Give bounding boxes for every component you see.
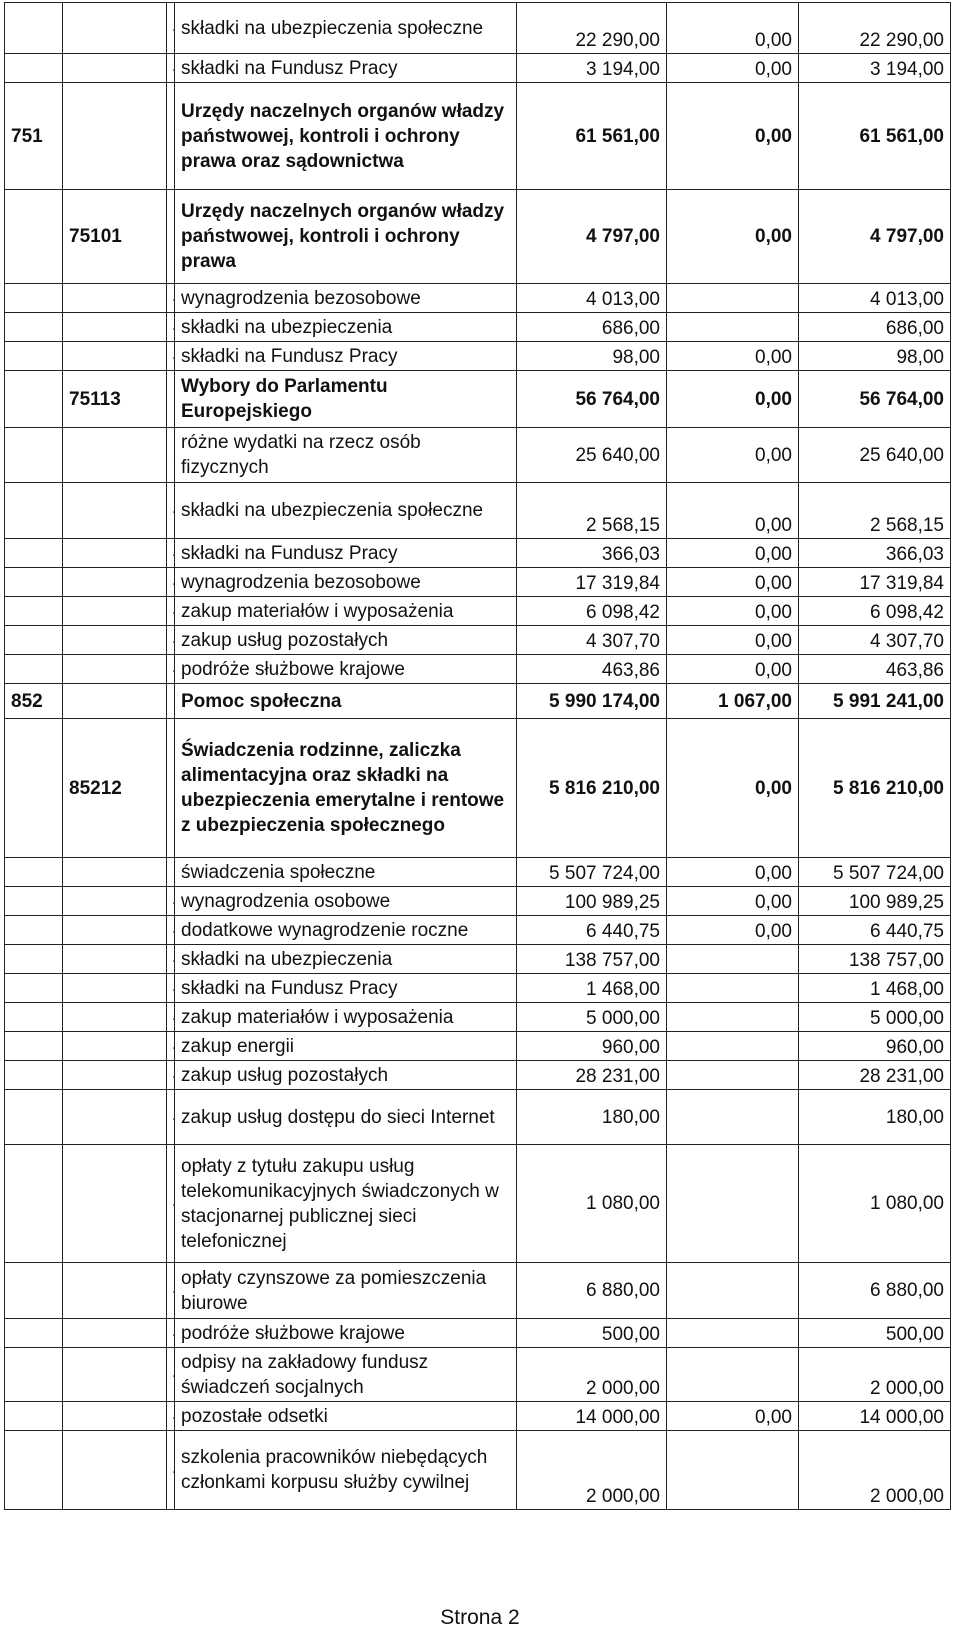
table-row <box>5 945 951 974</box>
paragraf-cell <box>167 945 175 974</box>
dzial-cell <box>5 1402 63 1431</box>
dzial-cell <box>5 342 63 371</box>
paragraf-cell <box>167 371 175 428</box>
plan-cell: 4 307,70 <box>517 626 667 655</box>
dzial-cell <box>5 54 63 83</box>
after-cell: 2 000,00 <box>799 1431 951 1510</box>
after-cell: 960,00 <box>799 1032 951 1061</box>
after-cell: 5 816 210,00 <box>799 719 951 858</box>
dzial-cell <box>5 858 63 887</box>
change-cell: 0,00 <box>667 887 799 916</box>
rozdzial-cell <box>63 54 167 83</box>
change-cell: 0,00 <box>667 483 799 539</box>
table-row <box>5 428 951 483</box>
rozdzial-cell <box>63 342 167 371</box>
after-cell: 4 307,70 <box>799 626 951 655</box>
name-cell: składki na Fundusz Pracy <box>175 342 517 371</box>
after-cell: 5 507 724,00 <box>799 858 951 887</box>
paragraf-cell <box>167 916 175 945</box>
paragraf-cell <box>167 1319 175 1348</box>
after-cell: 6 880,00 <box>799 1263 951 1319</box>
paragraf-cell <box>167 858 175 887</box>
plan-cell: 100 989,25 <box>517 887 667 916</box>
rozdzial-cell <box>63 313 167 342</box>
name-cell: Pomoc społeczna <box>175 684 517 719</box>
name-cell: składki na ubezpieczenia społeczne <box>175 483 517 539</box>
change-cell: 0,00 <box>667 371 799 428</box>
paragraf-cell <box>167 190 175 284</box>
table-row <box>5 655 951 684</box>
name-cell: szkolenia pracowników niebędących członkami korpusu służby cywilnej <box>175 1431 517 1510</box>
paragraf-cell <box>167 974 175 1003</box>
change-cell: 0,00 <box>667 342 799 371</box>
change-cell: 0,00 <box>667 568 799 597</box>
paragraf-cell <box>167 1090 175 1145</box>
paragraf-cell <box>167 597 175 626</box>
change-cell: 1 067,00 <box>667 684 799 719</box>
change-cell: 0,00 <box>667 719 799 858</box>
dzial-cell <box>5 1090 63 1145</box>
plan-cell: 6 098,42 <box>517 597 667 626</box>
table-row <box>5 1032 951 1061</box>
plan-cell: 500,00 <box>517 1319 667 1348</box>
name-cell: zakup usług pozostałych <box>175 1061 517 1090</box>
name-cell: podróże służbowe krajowe <box>175 1319 517 1348</box>
dzial-cell <box>5 284 63 313</box>
rozdzial-cell <box>63 1319 167 1348</box>
rozdzial-cell <box>63 483 167 539</box>
change-cell <box>667 1032 799 1061</box>
dzial-cell <box>5 887 63 916</box>
plan-cell: 22 290,00 <box>517 3 667 54</box>
rozdzial-cell <box>63 916 167 945</box>
paragraf-cell <box>167 655 175 684</box>
rozdzial-cell <box>63 945 167 974</box>
after-cell: 2 568,15 <box>799 483 951 539</box>
after-cell: 14 000,00 <box>799 1402 951 1431</box>
after-cell: 1 080,00 <box>799 1145 951 1263</box>
name-cell: składki na Fundusz Pracy <box>175 539 517 568</box>
plan-cell: 5 507 724,00 <box>517 858 667 887</box>
name-cell: zakup materiałów i wyposażenia <box>175 1003 517 1032</box>
plan-cell: 56 764,00 <box>517 371 667 428</box>
after-cell: 22 290,00 <box>799 3 951 54</box>
change-cell: 0,00 <box>667 54 799 83</box>
name-cell: Urzędy naczelnych organów władzy państwowej, kontroli i ochrony prawa oraz sądownictwa <box>175 83 517 190</box>
rozdzial-cell <box>63 626 167 655</box>
paragraf-cell <box>167 54 175 83</box>
plan-cell: 28 231,00 <box>517 1061 667 1090</box>
paragraf-cell <box>167 428 175 483</box>
plan-cell: 960,00 <box>517 1032 667 1061</box>
table-row <box>5 1003 951 1032</box>
table-row <box>5 284 951 313</box>
table-row <box>5 974 951 1003</box>
after-cell: 1 468,00 <box>799 974 951 1003</box>
paragraf-cell <box>167 1431 175 1510</box>
table-row <box>5 1061 951 1090</box>
rozdzial-cell <box>63 655 167 684</box>
plan-cell: 17 319,84 <box>517 568 667 597</box>
dzial-cell <box>5 568 63 597</box>
name-cell: składki na ubezpieczenia <box>175 313 517 342</box>
paragraf-cell <box>167 1003 175 1032</box>
dzial-cell <box>5 655 63 684</box>
rozdzial-cell <box>63 539 167 568</box>
plan-cell: 138 757,00 <box>517 945 667 974</box>
dzial-cell <box>5 1431 63 1510</box>
table-row <box>5 83 951 190</box>
dzial-cell <box>5 3 63 54</box>
plan-cell: 6 440,75 <box>517 916 667 945</box>
table-row <box>5 1402 951 1431</box>
name-cell: Wybory do Parlamentu Europejskiego <box>175 371 517 428</box>
plan-cell: 1 468,00 <box>517 974 667 1003</box>
table-row <box>5 1090 951 1145</box>
after-cell: 3 194,00 <box>799 54 951 83</box>
plan-cell: 14 000,00 <box>517 1402 667 1431</box>
name-cell: opłaty z tytułu zakupu usług telekomunikacyjnych świadczonych w stacjonarnej publicznej sieci telefonicznej <box>175 1145 517 1263</box>
dzial-cell <box>5 626 63 655</box>
change-cell: 0,00 <box>667 1402 799 1431</box>
change-cell: 0,00 <box>667 655 799 684</box>
change-cell: 0,00 <box>667 3 799 54</box>
change-cell <box>667 1348 799 1402</box>
change-cell: 0,00 <box>667 190 799 284</box>
rozdzial-cell <box>63 858 167 887</box>
name-cell: składki na ubezpieczenia społeczne <box>175 3 517 54</box>
plan-cell: 61 561,00 <box>517 83 667 190</box>
plan-cell: 2 000,00 <box>517 1431 667 1510</box>
change-cell: 0,00 <box>667 539 799 568</box>
rozdzial-cell <box>63 597 167 626</box>
name-cell: Świadczenia rodzinne, zaliczka alimentacyjna oraz składki na ubezpieczenia emerytalne i rentowe z ubezpieczenia społecznego <box>175 719 517 858</box>
change-cell <box>667 1003 799 1032</box>
change-cell <box>667 945 799 974</box>
change-cell <box>667 1319 799 1348</box>
paragraf-cell <box>167 1263 175 1319</box>
name-cell: wynagrodzenia osobowe <box>175 887 517 916</box>
rozdzial-cell: 85212 <box>63 719 167 858</box>
table-row <box>5 1431 951 1510</box>
dzial-cell <box>5 190 63 284</box>
table-row <box>5 1319 951 1348</box>
table-row <box>5 719 951 858</box>
rozdzial-cell <box>63 1003 167 1032</box>
dzial-cell <box>5 428 63 483</box>
after-cell: 4 797,00 <box>799 190 951 284</box>
after-cell: 4 013,00 <box>799 284 951 313</box>
name-cell: odpisy na zakładowy fundusz świadczeń socjalnych <box>175 1348 517 1402</box>
rozdzial-cell <box>63 568 167 597</box>
after-cell: 5 000,00 <box>799 1003 951 1032</box>
page-footer: Strona 2 <box>440 1606 520 1629</box>
after-cell: 100 989,25 <box>799 887 951 916</box>
table-row <box>5 313 951 342</box>
paragraf-cell <box>167 1061 175 1090</box>
dzial-cell <box>5 916 63 945</box>
name-cell: pozostałe odsetki <box>175 1402 517 1431</box>
after-cell: 138 757,00 <box>799 945 951 974</box>
table-row <box>5 1348 951 1402</box>
table-row <box>5 1145 951 1263</box>
name-cell: zakup usług pozostałych <box>175 626 517 655</box>
after-cell: 61 561,00 <box>799 83 951 190</box>
paragraf-cell <box>167 719 175 858</box>
plan-cell: 98,00 <box>517 342 667 371</box>
after-cell: 5 991 241,00 <box>799 684 951 719</box>
rozdzial-cell <box>63 684 167 719</box>
change-cell: 0,00 <box>667 428 799 483</box>
rozdzial-cell <box>63 1145 167 1263</box>
name-cell: opłaty czynszowe za pomieszczenia biurowe <box>175 1263 517 1319</box>
dzial-cell <box>5 1319 63 1348</box>
rozdzial-cell <box>63 1032 167 1061</box>
table-row <box>5 568 951 597</box>
plan-cell: 5 000,00 <box>517 1003 667 1032</box>
change-cell <box>667 1061 799 1090</box>
table-row <box>5 858 951 887</box>
rozdzial-cell <box>63 887 167 916</box>
plan-cell: 2 568,15 <box>517 483 667 539</box>
plan-cell: 4 013,00 <box>517 284 667 313</box>
change-cell: 0,00 <box>667 626 799 655</box>
table-row <box>5 3 951 54</box>
plan-cell: 5 816 210,00 <box>517 719 667 858</box>
dzial-cell <box>5 313 63 342</box>
after-cell: 56 764,00 <box>799 371 951 428</box>
change-cell <box>667 1431 799 1510</box>
dzial-cell <box>5 1263 63 1319</box>
change-cell <box>667 1090 799 1145</box>
paragraf-cell <box>167 684 175 719</box>
after-cell: 98,00 <box>799 342 951 371</box>
rozdzial-cell <box>63 1348 167 1402</box>
name-cell: wynagrodzenia bezosobowe <box>175 568 517 597</box>
rozdzial-cell <box>63 3 167 54</box>
paragraf-cell <box>167 342 175 371</box>
after-cell: 686,00 <box>799 313 951 342</box>
change-cell <box>667 284 799 313</box>
dzial-cell <box>5 1061 63 1090</box>
dzial-cell <box>5 597 63 626</box>
table-row <box>5 684 951 719</box>
plan-cell: 4 797,00 <box>517 190 667 284</box>
name-cell: składki na Fundusz Pracy <box>175 974 517 1003</box>
after-cell: 463,86 <box>799 655 951 684</box>
paragraf-cell <box>167 887 175 916</box>
table-row <box>5 483 951 539</box>
after-cell: 17 319,84 <box>799 568 951 597</box>
name-cell: składki na ubezpieczenia <box>175 945 517 974</box>
name-cell: świadczenia społeczne <box>175 858 517 887</box>
rozdzial-cell <box>63 1263 167 1319</box>
change-cell <box>667 974 799 1003</box>
rozdzial-cell: 75113 <box>63 371 167 428</box>
table-row <box>5 597 951 626</box>
rozdzial-cell <box>63 1431 167 1510</box>
table-row <box>5 539 951 568</box>
plan-cell: 180,00 <box>517 1090 667 1145</box>
paragraf-cell <box>167 539 175 568</box>
paragraf-cell <box>167 1348 175 1402</box>
name-cell: dodatkowe wynagrodzenie roczne <box>175 916 517 945</box>
after-cell: 500,00 <box>799 1319 951 1348</box>
table-row <box>5 54 951 83</box>
plan-cell: 6 880,00 <box>517 1263 667 1319</box>
dzial-cell <box>5 483 63 539</box>
name-cell: Urzędy naczelnych organów władzy państwowej, kontroli i ochrony prawa <box>175 190 517 284</box>
plan-cell: 366,03 <box>517 539 667 568</box>
rozdzial-cell <box>63 1402 167 1431</box>
after-cell: 366,03 <box>799 539 951 568</box>
rozdzial-cell <box>63 428 167 483</box>
paragraf-cell <box>167 1032 175 1061</box>
plan-cell: 3 194,00 <box>517 54 667 83</box>
rozdzial-cell <box>63 83 167 190</box>
plan-cell: 2 000,00 <box>517 1348 667 1402</box>
name-cell: różne wydatki na rzecz osób fizycznych <box>175 428 517 483</box>
dzial-cell: 751 <box>5 83 63 190</box>
after-cell: 180,00 <box>799 1090 951 1145</box>
paragraf-cell <box>167 284 175 313</box>
change-cell: 0,00 <box>667 916 799 945</box>
budget-rows <box>5 3 951 1510</box>
name-cell: zakup usług dostępu do sieci Internet <box>175 1090 517 1145</box>
paragraf-cell <box>167 568 175 597</box>
table-row <box>5 626 951 655</box>
change-cell: 0,00 <box>667 597 799 626</box>
table-row <box>5 887 951 916</box>
paragraf-cell <box>167 83 175 190</box>
plan-cell: 5 990 174,00 <box>517 684 667 719</box>
paragraf-cell <box>167 1145 175 1263</box>
rozdzial-cell: 75101 <box>63 190 167 284</box>
change-cell <box>667 1263 799 1319</box>
after-cell: 2 000,00 <box>799 1348 951 1402</box>
dzial-cell: 852 <box>5 684 63 719</box>
table-row <box>5 342 951 371</box>
plan-cell: 1 080,00 <box>517 1145 667 1263</box>
table-row <box>5 1263 951 1319</box>
change-cell: 0,00 <box>667 83 799 190</box>
dzial-cell <box>5 945 63 974</box>
change-cell <box>667 1145 799 1263</box>
rozdzial-cell <box>63 974 167 1003</box>
paragraf-cell <box>167 1402 175 1431</box>
rozdzial-cell <box>63 1090 167 1145</box>
change-cell: 0,00 <box>667 858 799 887</box>
plan-cell: 25 640,00 <box>517 428 667 483</box>
table-row <box>5 190 951 284</box>
table-row <box>5 916 951 945</box>
name-cell: zakup energii <box>175 1032 517 1061</box>
paragraf-cell <box>167 313 175 342</box>
dzial-cell <box>5 539 63 568</box>
budget-table <box>4 2 951 1510</box>
name-cell: zakup materiałów i wyposażenia <box>175 597 517 626</box>
plan-cell: 686,00 <box>517 313 667 342</box>
name-cell: wynagrodzenia bezosobowe <box>175 284 517 313</box>
dzial-cell <box>5 1348 63 1402</box>
paragraf-cell <box>167 3 175 54</box>
dzial-cell <box>5 974 63 1003</box>
rozdzial-cell <box>63 284 167 313</box>
dzial-cell <box>5 719 63 858</box>
plan-cell: 463,86 <box>517 655 667 684</box>
paragraf-cell <box>167 483 175 539</box>
dzial-cell <box>5 1145 63 1263</box>
change-cell <box>667 313 799 342</box>
paragraf-cell <box>167 626 175 655</box>
dzial-cell <box>5 1032 63 1061</box>
table-row <box>5 371 951 428</box>
after-cell: 28 231,00 <box>799 1061 951 1090</box>
after-cell: 6 098,42 <box>799 597 951 626</box>
after-cell: 25 640,00 <box>799 428 951 483</box>
name-cell: podróże służbowe krajowe <box>175 655 517 684</box>
after-cell: 6 440,75 <box>799 916 951 945</box>
name-cell: składki na Fundusz Pracy <box>175 54 517 83</box>
dzial-cell <box>5 371 63 428</box>
dzial-cell <box>5 1003 63 1032</box>
rozdzial-cell <box>63 1061 167 1090</box>
